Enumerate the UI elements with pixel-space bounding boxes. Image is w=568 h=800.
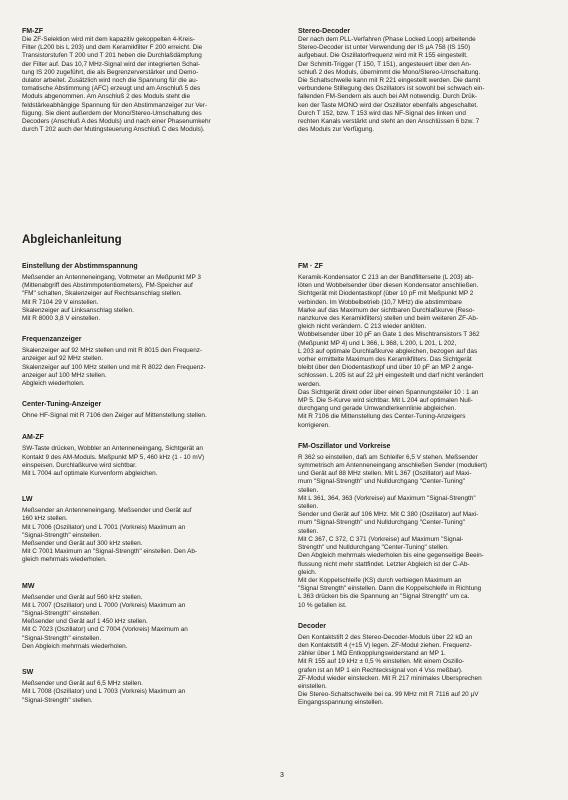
text-line: des Moduls zur Verfügung. (298, 126, 375, 134)
alignment-section (22, 262, 276, 323)
text-line: Meßsender und Gerät auf 1 450 kHz stellen. (22, 618, 148, 626)
section-body (22, 445, 276, 478)
text-line: Stereo-Decoder ist unter Verwendung der IS µA 758 (IS 150) (298, 44, 471, 52)
text-line: "Signal Strength" einstellen. Dann die Koppelschleife in Richtung (298, 585, 482, 593)
section-body (22, 680, 276, 705)
text-line: Der Schmitt-Trigger (T 150, T 151), angesteuert über den An- (298, 60, 472, 68)
text-line: tung IS 200 zugeführt, die als Begrenzerverstärker und Demo- (22, 68, 199, 76)
text-line: Mit R 8000 3,8 V einstellen. (22, 315, 101, 323)
text-line: Decoders (Anschluß A des Moduls) und nach einer Phasenumkehr (22, 118, 211, 126)
text-line: ZF-Modul wieder einstecken. Mit R 217 minimales Übersprechen (298, 674, 482, 682)
text-line: den Kontaktstift 4 (+15 V) legen. ZF-Modul ziehen. Frequenz- (298, 641, 472, 649)
text-line: löten und Wobbelsender über diesen Kondensator anschließen. (298, 282, 479, 290)
text-line: Mit L 361, 364, 363 (Vorkreise) auf Maximum "Signal-Strength" (298, 494, 476, 502)
text-line: Skalenzeiger auf 100 MHz stellen und mit R 8022 den Frequenz- (22, 363, 206, 371)
text-line: fügung. Sie dient außerdem der Mono/Stereo-Umschaltung des (22, 109, 202, 117)
section-body (22, 274, 276, 323)
text-line: "Signal-Strength" einstellen. (22, 634, 102, 642)
alignment-section (22, 668, 276, 705)
text-line: Den Abgleich mehrmals wiederholen bis eine gegenseitige Beein- (298, 552, 484, 560)
section-body (298, 36, 550, 134)
text-line: SW-Taste drücken, Wobbler an Antenneneingang, Sichtgerät an (22, 445, 203, 453)
section-body (22, 36, 276, 134)
text-line: einspeisen. Durchlaßkurve wird sichtbar. (22, 461, 137, 469)
text-line: vorher ermittelte Maximum des Keramikfilters. Das Sichtgerät (298, 356, 472, 364)
text-line: Wobbelsender über 10 pF an Gate 1 des Mischtransistors T 362 (298, 331, 480, 339)
alignment-section (22, 335, 276, 388)
right-alignment-column (298, 262, 550, 708)
section-title: AM-ZF (22, 434, 44, 442)
section-title: SW (22, 669, 34, 677)
section-title: FM-Oszillator und Vorkreise (298, 442, 391, 450)
section-body (298, 274, 550, 430)
alignment-section (22, 433, 276, 478)
text-line: durch T 202 auch der Mutingsteuerung Anschluß C des Moduls). (22, 126, 205, 134)
section-body (22, 594, 276, 651)
text-line: Mit L 7006 (Oszillator) und L 7001 (Vorkreis) Maximum an (22, 523, 186, 531)
text-line: Mit C 7001 Maximum an "Signal-Strength" einstellen. Den Ab- (22, 548, 198, 556)
text-line: Durch T 152, bzw. T 153 wird das NF-Signal des linken und (298, 109, 466, 117)
text-line: einstellen. (298, 682, 327, 690)
alignment-section (298, 262, 550, 430)
text-line: durchgang und gerade Umwandlerkennlinie abgleichen. (298, 405, 457, 413)
text-line: Transistorstufen T 200 und T 201 heben die Durchlaßdämpfung (22, 52, 202, 60)
text-line: Skalenzeiger auf 92 MHz stellen und mit R 8015 den Frequenz- (22, 347, 203, 355)
section-body (22, 412, 276, 420)
text-line: Abgleich wiederholen. (22, 380, 85, 388)
text-line: mum "Signal-Strength" und Nulldurchgang "Center-Tuning" (298, 478, 465, 486)
text-line: Mit C 367, C 372, C 371 (Vorkreise) auf Maximum "Signal- (298, 535, 464, 543)
section-body (22, 507, 276, 564)
text-line: MP 5. Die S-Kurve wird sichtbar. Mit L 204 auf optimalen Null- (298, 397, 473, 405)
text-line: schluß 2 des Moduls, übernimmt die Mono/Stereo-Umschaltung. (298, 68, 481, 76)
text-line: R 362 so einstellen, daß am Schleifer 6,5 V stehen. Meßsender (298, 453, 478, 461)
text-line: "Signal-Strength" einstellen. (22, 610, 102, 618)
text-line: rechten Kanals verstärkt und steht an den Anschlüssen 6 bzw. 7 (298, 118, 480, 126)
text-line: Meßsender und Gerät auf 560 kHz stellen. (22, 593, 143, 601)
text-line: aufgebaut. Die Oszillatorfrequenz wird mit R 155 eingestellt. (298, 52, 468, 60)
text-line: stellen. (298, 486, 319, 494)
text-line: Ohne HF-Signal mit R 7106 den Zeiger auf Mittenstellung stellen. (22, 412, 207, 420)
page-number: 3 (280, 772, 284, 779)
text-line: Sichtgerät mit Diodentastkopf (über 10 pF mit Meßpunkt MP 2 (298, 290, 474, 298)
text-line: gleich mehrmals wiederholen. (22, 556, 107, 564)
section-title: LW (22, 496, 33, 504)
text-line: Mit R 7106 die Mittenstellung des Center-Tuning-Anzeigers (298, 413, 466, 421)
alignment-section (22, 400, 276, 420)
text-line: Meßsender an Antenneneingang, Voltmeter an Meßpunkt MP 3 (22, 274, 201, 281)
text-line: (Mittenabgriff des Abstimmpotentiometers), FM-Speicher auf (22, 282, 193, 290)
text-line: flussung nicht mehr stattfindet. Letzter Abgleich ist der C-Ab- (298, 560, 470, 568)
text-line: stellen. (298, 503, 319, 511)
text-line: Moduls abgenommen. Am Anschluß 2 des Moduls steht die (22, 93, 191, 101)
section-title: Einstellung der Abstimmspannung (22, 263, 138, 270)
text-line: Den Kontaktstift 2 des Stereo-Decoder-Moduls über 22 kΩ an (298, 633, 473, 641)
text-line: Keramik-Kondensator C 213 an der Bandfilterseite (L 203) ab- (298, 274, 474, 281)
text-line: der Filter auf. Das 10,7 MHz-Signal wird der integrierten Schal- (22, 60, 200, 68)
text-line: bleibt über den Diodentastkopf und über 10 pF an MP 2 ange- (298, 364, 474, 372)
text-line: Mit C 7023 (Oszillator) und C 7004 (Vorkreis) Maximum an (22, 626, 188, 634)
text-line: Mit L 7007 (Oszillator) und L 7000 (Vorkreis) Maximum an (22, 601, 186, 609)
text-line: Mit L 7008 (Oszillator) und L 7003 (Vorkreis) Maximum an (22, 688, 186, 696)
stereo-decoder-description (298, 27, 550, 134)
section-title: Decoder (298, 622, 327, 630)
section-title: MW (22, 582, 35, 590)
text-line: 160 kHz stellen. (22, 515, 68, 523)
text-line: Der nach dem PLL-Verfahren (Phase Locked Loop) arbeitende (298, 36, 476, 43)
text-line: Die Schaltschwelle kann mit R 221 eingestellt werden. Die damit (298, 77, 481, 85)
text-line: Kontakt 9 des AM-Moduls. Meßpunkt MP 5, 460 kHz (1 - 10 mV) (22, 453, 205, 461)
section-title: FM · ZF (298, 263, 323, 270)
text-line: Sender und Gerät auf 106 MHz. Mit C 380 (Oszillator) auf Maxi- (298, 511, 479, 519)
text-line: Strength" und Nulldurchgang "Center-Tuning" stellen. (298, 544, 449, 552)
text-line: gleich. (298, 568, 317, 576)
text-line: grafen ist an MP 1 ein Rechtecksignal von 4 Vss meßbar). (298, 666, 463, 674)
text-line: und Gerät auf 88 MHz stellen. Mit L 367 (Oszillator) auf Maxi- (298, 470, 472, 478)
text-line: Mit R 7104 29 V einstellen. (22, 298, 99, 306)
text-line: nanzkurve des Keramikfilters) stellen und beim weiteren ZF-Ab- (298, 315, 479, 323)
text-line: Meßsender an Antenneneingang. Meßsender und Gerät auf (22, 507, 192, 515)
text-line: 10 % gefallen ist. (298, 601, 347, 609)
alignment-section (22, 582, 276, 651)
alignment-section (298, 622, 550, 708)
text-line: Marke auf das Maximum der sichtbaren Durchlaßkurve (Reso- (298, 306, 475, 314)
section-body (298, 454, 550, 610)
text-line: Mit der Koppelschleife (KS) durch verbiegen Maximum an (298, 576, 462, 584)
section-title: Center-Tuning-Anzeiger (22, 401, 102, 409)
section-body (22, 347, 276, 388)
text-line: tomatische Abstimmung (AFC) erzeugt und am Anschluß 5 des (22, 85, 201, 93)
text-line: anzeiger auf 92 MHz stellen. (22, 355, 103, 363)
section-body (298, 634, 550, 708)
text-line: dulator arbeitet. Zusätzlich wird noch die Spannung für die au- (22, 77, 198, 85)
text-line: schlossen. L 205 ist auf 22 µH eingestellt und darf nicht verändert (298, 372, 484, 380)
text-line: korrigieren. (298, 421, 330, 429)
text-line: Eingangsspannung einstellen. (298, 699, 384, 707)
left-alignment-column (22, 262, 276, 705)
alignment-section (22, 495, 276, 564)
text-line: Meßsender und Gerät auf 300 kHz stellen. (22, 540, 143, 548)
text-line: (Meßpunkt MP 4) und L 366, L 368, L 200, L 201, L 202, (298, 339, 457, 347)
text-line: symmetrisch am Antenneneingang anschließen Sender (moduliert) (298, 462, 487, 470)
text-line: "FM" schalten, Skalenzeiger auf Rechtsanschlag stellen. (22, 290, 182, 298)
text-line: Das Sichtgerät direkt oder über einen Spannungsteiler 10 : 1 an (298, 388, 479, 396)
text-line: "Signal-Strength" einstellen. (22, 531, 102, 539)
text-line: verbundene Stillegung des Oszillators ist sowohl bei schwach ein- (298, 85, 485, 93)
text-line: "Signal-Strength" stellen. (22, 696, 93, 704)
section-title: FM-ZF (22, 28, 43, 35)
text-line: mum "Signal-Strength" und Nulldurchgang "Center-Tuning" (298, 519, 465, 527)
text-line: feldstärkeabhängige Spannung für den Abstimmanzeiger zur Ver- (22, 101, 208, 109)
text-line: zähler über 1 MΩ Entkopplungswiderstand an MP 1. (298, 650, 446, 658)
fm-zf-description (22, 27, 276, 134)
text-line: anzeiger auf 100 MHz stellen. (22, 371, 107, 379)
alignment-section (298, 442, 550, 610)
text-line: Die ZF-Selektion wird mit dem kapazitiv gekoppelten 4-Kreis- (22, 36, 195, 43)
text-line: L 363 drücken bis die Spannung an "Signal Strength" um ca. (298, 593, 470, 601)
text-line: L 203 auf optimale Durchlaßkurve abgleichen, bezogen auf das (298, 347, 478, 355)
text-line: fallenden FM-Sendern als auch bei AM notwendig. Durch Drük- (298, 93, 478, 101)
text-line: ken der Taste MONO wird der Oszillator ebenfalls abgeschaltet. (298, 101, 478, 109)
text-line: Mit L 7004 auf optimale Kurvenform abgleichen. (22, 470, 158, 478)
text-line: Filter (L200 bis L 203) und dem Keramikfilter F 200 erreicht. Die (22, 44, 203, 52)
text-line: Die Stereo-Schaltschwelle bei ca. 99 MHz mit R 7116 auf 20 µV (298, 691, 479, 699)
section-title: Frequenzanzeiger (22, 336, 82, 344)
text-line: Skalenzeiger auf Linksanschlag stellen. (22, 306, 134, 314)
text-line: Den Abgleich mehrmals wiederholen. (22, 642, 128, 650)
text-line: verbinden. Im Wobbelbetrieb (10,7 MHz) die abstimmbare (298, 298, 462, 306)
text-line: werden. (298, 380, 321, 388)
text-line: stellen. (298, 527, 319, 535)
page-heading: Abgleichanleitung (22, 234, 122, 246)
text-line: Meßsender und Gerät auf 6,5 MHz stellen. (22, 680, 143, 688)
text-line: gleich nicht verändern. C 213 wieder anlöten. (298, 323, 427, 331)
section-title: Stereo-Decoder (298, 28, 351, 35)
text-line: Mit R 155 auf 19 kHz ± 0,5 % einstellen. Mit einem Oszillo- (298, 658, 465, 666)
